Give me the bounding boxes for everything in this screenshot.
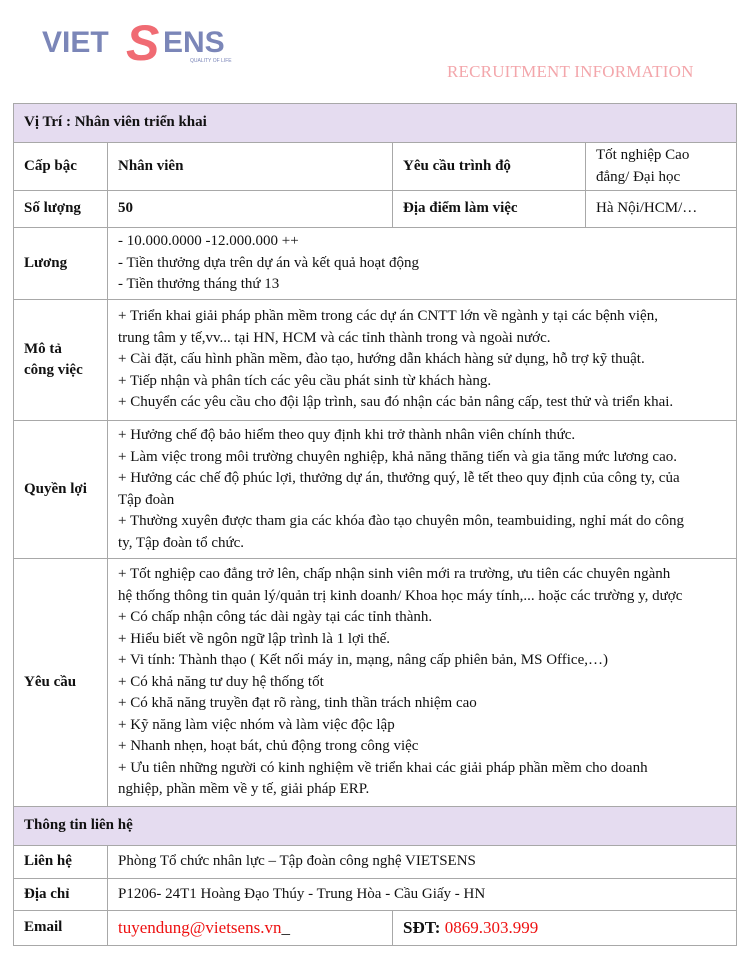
- level-value: Nhân viên: [108, 143, 393, 191]
- logo-text-left: VIET: [42, 26, 109, 59]
- education-line: đẳng/ Đại học: [596, 168, 681, 185]
- logo-text-s: S: [126, 18, 160, 68]
- phone-value: 0869.303.999: [444, 918, 539, 938]
- salary-line: - Tiền thưởng tháng thứ 13: [118, 276, 280, 293]
- recruitment-title: RECRUITMENT INFORMATION: [447, 62, 694, 81]
- requirements-line: + Có chấp nhận công tác dài ngày tại các tỉnh thành.: [118, 609, 433, 626]
- phone-label: SĐT:: [403, 918, 441, 938]
- description-label-line: công việc: [24, 362, 83, 378]
- description-line: + Chuyển các yêu cầu cho đội lập trình, sau đó nhận các bản nâng cấp, test thử và triển khai.: [118, 394, 674, 411]
- benefits-line: + Thường xuyên được tham gia các khóa đào tạo chuyên môn, teambuiding, nghỉ mát do công: [118, 513, 685, 529]
- benefits-line: + Hưởng các chế độ phúc lợi, thưởng dự án, thưởng quý, lễ tết theo quy định của công ty, của: [118, 470, 680, 486]
- benefits-line: ty, Tập đoàn tổ chức.: [118, 534, 245, 551]
- description-line: trung tâm y tế,vv... tại HN, HCM và các tỉnh thành trong và ngoài nước.: [118, 329, 551, 346]
- description-label: [14, 300, 108, 421]
- address-row: [14, 879, 737, 911]
- position-row: [14, 104, 737, 143]
- position-header: Vị Trí : Nhân viên triển khai: [14, 104, 737, 143]
- contact-value: Phòng Tổ chức nhân lực – Tập đoàn công nghệ VIETSENS: [108, 846, 737, 879]
- benefits-label: Quyền lợi: [14, 421, 108, 559]
- email-label: Email: [14, 911, 108, 946]
- requirements-details: [108, 559, 737, 807]
- level-row: [14, 143, 737, 191]
- requirements-line: + Nhanh nhẹn, hoạt bát, chủ động trong công việc: [118, 738, 419, 755]
- logo-text-right: ENS: [163, 26, 225, 59]
- description-details: [108, 300, 737, 421]
- requirements-line: + Hiểu biết về ngôn ngữ lập trình là 1 lợi thế.: [118, 630, 390, 647]
- address-value: P1206- 24T1 Hoàng Đạo Thúy - Trung Hòa - Cầu Giấy - HN: [108, 879, 737, 911]
- description-line: + Tiếp nhận và phân tích các yêu cầu phát sinh từ khách hàng.: [118, 372, 492, 389]
- contact-label: Liên hệ: [14, 846, 108, 879]
- phone-cell: [393, 911, 737, 946]
- location-value: Hà Nội/HCM/…: [586, 191, 737, 228]
- requirements-line: hệ thống thông tin quản lý/quản trị kinh doanh/ Khoa học máy tính,... hoặc các trường y, dược: [118, 587, 683, 604]
- email-link[interactable]: tuyendung@vietsens.vn: [118, 918, 282, 938]
- description-line: + Triển khai giải pháp phần mềm trong các dự án CNTT lớn về ngành y tại các bệnh viện,: [118, 308, 658, 325]
- benefits-line: + Làm việc trong môi trường chuyên nghiệp, khả năng thăng tiến và gia tăng mức lương cao.: [118, 448, 677, 465]
- email-trailing-underscore: _: [281, 918, 290, 938]
- requirements-line: + Vi tính: Thành thạo ( Kết nối máy in, mạng, nâng cấp phiên bản, MS Office,…): [118, 652, 608, 669]
- salary-line: - Tiền thưởng dựa trên dự án và kết quả hoạt động: [118, 254, 420, 271]
- education-value: [586, 143, 737, 191]
- quantity-row: [14, 191, 737, 228]
- benefits-row: [14, 421, 737, 559]
- education-line: Tốt nghiệp Cao: [596, 147, 690, 163]
- quantity-label: Số lượng: [14, 191, 108, 228]
- vietsens-logo: [40, 18, 250, 68]
- email-row: [14, 911, 737, 946]
- logo-graphic: [40, 18, 250, 68]
- contact-header: Thông tin liên hệ: [14, 807, 737, 846]
- benefits-line: + Hưởng chế độ bảo hiểm theo quy định khi trở thành nhân viên chính thức.: [118, 427, 576, 443]
- quantity-value: 50: [108, 191, 393, 228]
- benefits-line: Tập đoàn: [118, 491, 175, 508]
- email-cell: [108, 911, 393, 946]
- salary-details: [108, 228, 737, 300]
- contact-row: [14, 846, 737, 879]
- salary-row: [14, 228, 737, 300]
- requirements-line: + Tốt nghiệp cao đẳng trở lên, chấp nhận sinh viên mới ra trường, ưu tiên các chuyên ngành: [118, 566, 671, 583]
- requirements-row: [14, 559, 737, 807]
- description-label-line: Mô tả: [24, 340, 62, 357]
- requirements-line: + Kỹ năng làm việc nhóm và làm việc độc lập: [118, 716, 395, 733]
- benefits-details: [108, 421, 737, 559]
- contact-header-row: [14, 807, 737, 846]
- description-line: + Cài đặt, cấu hình phần mềm, đào tạo, hướng dẫn khách hàng sử dụng, hỗ trợ kỹ thuật.: [118, 351, 645, 368]
- requirements-line: + Có khả năng tư duy hệ thống tốt: [118, 673, 324, 690]
- location-label: Địa điểm làm việc: [393, 191, 586, 228]
- requirements-label: Yêu cầu: [14, 559, 108, 807]
- address-label: Địa chỉ: [14, 879, 108, 911]
- level-label: Cấp bậc: [14, 143, 108, 191]
- description-row: [14, 300, 737, 421]
- logo-tagline: QUALITY OF LIFE: [190, 58, 232, 64]
- education-label: Yêu cầu trình độ: [393, 143, 586, 191]
- requirements-line: nghiệp, phần mềm về y tế, giải pháp ERP.: [118, 781, 370, 798]
- requirements-line: + Có khă năng truyền đạt rõ ràng, tinh thần trách nhiệm cao: [118, 695, 477, 712]
- salary-label: Lương: [14, 228, 108, 300]
- requirements-line: + Ưu tiên những người có kinh nghiệm về triển khai các giải pháp phần mềm cho doanh: [118, 759, 648, 776]
- salary-line: - 10.000.0000 -12.000.000 ++: [118, 233, 299, 250]
- job-table: [13, 103, 737, 946]
